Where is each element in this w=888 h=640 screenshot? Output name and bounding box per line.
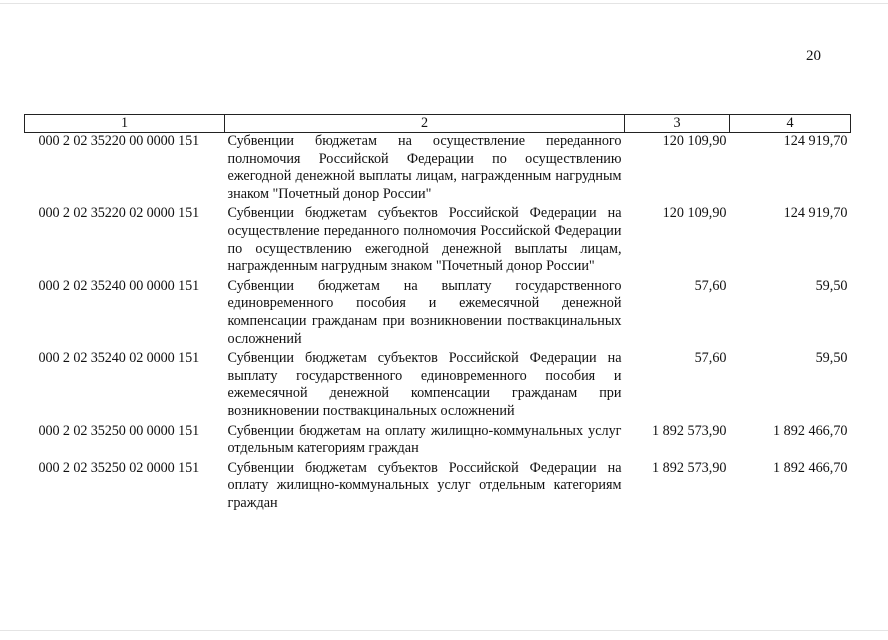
row-description: Субвенции бюджетам на осуществление переданного полномочия Российской Федерации по осуществлению ежегодной денежной выплаты лицам, награжденным нагрудным знаком "Почетный донор России" <box>227 133 622 202</box>
column-header-3: 3 <box>625 115 730 133</box>
column-header-4: 4 <box>730 115 851 133</box>
scan-edge-bottom <box>0 630 888 631</box>
row-value-col3: 1 892 573,90 <box>652 459 727 476</box>
row-value-col4: 59,50 <box>815 277 848 294</box>
budget-table <box>24 114 851 514</box>
row-description: Субвенции бюджетам субъектов Российской Федерации на оплату жилищно-коммунальных услуг отдельным категориям граждан <box>227 459 622 511</box>
row-value-col4: 1 892 466,70 <box>773 459 848 476</box>
page-number: 20 <box>806 48 821 64</box>
scan-edge-top <box>0 3 888 4</box>
row-description: Субвенции бюджетам на выплату государственного единовременного пособия и ежемесячной денежной компенсации гражданам при возникновении поствакцинальных осложнений <box>227 277 622 347</box>
row-code: 000 2 02 35250 02 0000 151 <box>38 459 200 476</box>
table-row <box>25 205 851 277</box>
table-row <box>25 133 851 206</box>
row-code: 000 2 02 35250 00 0000 151 <box>38 422 200 439</box>
row-value-col3: 57,60 <box>694 350 727 367</box>
row-code: 000 2 02 35220 02 0000 151 <box>38 205 200 222</box>
row-value-col4: 1 892 466,70 <box>773 422 848 439</box>
table-row <box>25 350 851 422</box>
table-row <box>25 423 851 460</box>
row-code: 000 2 02 35220 00 0000 151 <box>38 133 200 149</box>
row-value-col4: 59,50 <box>815 350 848 367</box>
row-value-col3: 57,60 <box>694 277 727 294</box>
header-row <box>25 115 851 133</box>
column-header-1: 1 <box>25 115 225 133</box>
row-value-col3: 1 892 573,90 <box>652 422 727 439</box>
row-description: Субвенции бюджетам на оплату жилищно-коммунальных услуг отдельным категориям граждан <box>227 422 622 457</box>
row-code: 000 2 02 35240 02 0000 151 <box>38 350 200 367</box>
row-value-col4: 124 919,70 <box>783 205 848 222</box>
row-value-col3: 120 109,90 <box>662 205 727 222</box>
row-description: Субвенции бюджетам субъектов Российской Федерации на осуществление переданного полномочия Российской Федерации по осуществлению ежегодной денежной выплаты лицам, награжденным нагрудным знаком "Почетный донор России" <box>227 205 622 275</box>
table-row <box>25 278 851 350</box>
row-description: Субвенции бюджетам субъектов Российской Федерации на выплату государственного единовременного пособия и ежемесячной денежной компенсации гражданам при возникновении поствакцинальных осложнений <box>227 350 622 419</box>
column-header-2: 2 <box>225 115 625 133</box>
table-row <box>25 460 851 515</box>
row-value-col3: 120 109,90 <box>662 133 727 149</box>
row-value-col4: 124 919,70 <box>783 133 848 149</box>
row-code: 000 2 02 35240 00 0000 151 <box>38 277 200 294</box>
